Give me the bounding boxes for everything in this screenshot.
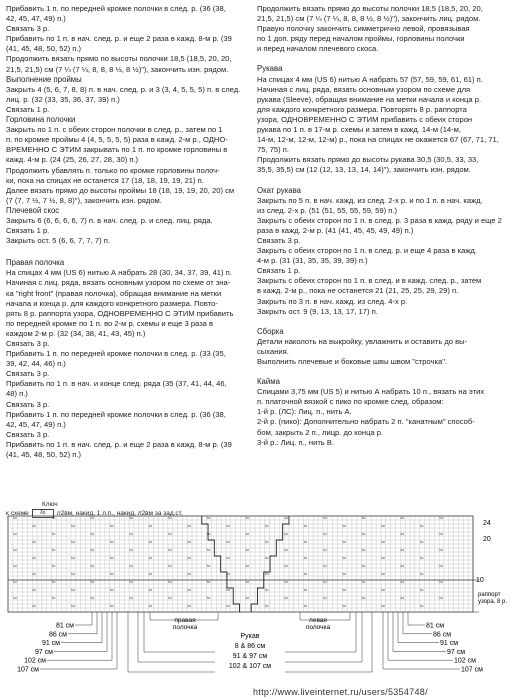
stitch-symbol: λо — [284, 564, 288, 569]
stitch-symbol: λо — [148, 604, 153, 609]
stitch-symbol: λо — [12, 532, 17, 537]
stitch-symbol: λо — [206, 516, 211, 521]
stitch-symbol: λо — [129, 564, 133, 569]
stitch-symbol: λо — [90, 548, 95, 553]
left-size-label: 102 см — [24, 657, 46, 665]
stitch-symbol: λо — [264, 604, 269, 609]
instruction-line: Начиная с лиц. ряда, вязать основным узором по схеме от зна- — [6, 278, 231, 288]
stitch-symbol: λо — [70, 556, 75, 561]
stitch-symbol: λо — [264, 572, 269, 577]
instruction-line: Связать 3 р. — [6, 369, 50, 379]
instruction-line: 1-й р. (ЛС): Лиц. п., нить А. — [257, 407, 352, 417]
section-heading: Горловина полочки — [6, 115, 76, 125]
stitch-symbol: λо — [303, 556, 308, 561]
instruction-line: Связать 3 р. — [6, 24, 50, 34]
stitch-symbol: λо — [167, 532, 172, 537]
stitch-symbol: λо — [322, 580, 327, 585]
instruction-line: Закрыть 6 (6, 6, 6, 6, 7) п. в нач. след. р. и след. лиц. ряда. — [6, 215, 213, 225]
instruction-line: (41, 45, 48, 50, 52) п.) — [6, 450, 82, 460]
stitch-symbol: λо — [439, 564, 443, 569]
stitch-symbol: λо — [51, 596, 56, 601]
stitch-symbol: λо — [167, 596, 172, 601]
stitch-symbol: λо — [12, 564, 17, 569]
right-size-label: 97 см — [447, 648, 466, 656]
stitch-symbol: λо — [225, 588, 230, 593]
instruction-line: для каждого конкретного размера. Повторять 8 р. раппорта — [257, 104, 467, 114]
instruction-line: Прибавить по 1 п. в нач. и конце след. ряда (35 (37, 41, 44, 46, — [6, 379, 227, 389]
stitch-symbol: λо — [206, 596, 211, 601]
legend-title: Ключ — [42, 501, 58, 508]
instruction-line: Закрыть с обеих сторон по 1 п. в след. и в кажд. след. р., затем — [257, 276, 482, 286]
stitch-symbol: λо — [129, 596, 133, 601]
stitch-symbol: λо — [439, 548, 443, 553]
legend-key-label: к схеме — [6, 509, 29, 517]
stitch-symbol: λо — [303, 540, 308, 545]
right-size-label: 107 см — [461, 666, 483, 674]
instruction-line: Закрыть ост. 9 (9, 13, 13, 17, 17) п. — [257, 306, 378, 316]
stitch-symbol: λо — [284, 580, 288, 585]
stitch-symbol: λо — [342, 524, 347, 529]
instruction-line: 21,5, 21,5) см (7 ¼ (7 ¼, 8, 8, 8 ½, 8 ½)"), закончить изн. рядом. — [6, 64, 229, 74]
stitch-symbol: λо — [167, 548, 172, 553]
instruction-line: 14-м, 12-м, 12-м, 12-м) р., пока на спицах не окажется 67 (67, 71, 71, — [257, 135, 499, 145]
stitch-symbol: λо — [187, 588, 192, 593]
stitch-symbol: λо — [70, 524, 75, 529]
stitch-symbol: λо — [303, 588, 308, 593]
left-size-label: 107 см — [17, 666, 39, 674]
instruction-line: ки, пока на спицах не останется 17 (18, 18, 19, 19, 21) п. — [6, 175, 204, 185]
instruction-line: 21,5, 21,5) см (7 ¼ (7 ¼, 8, 8, 8 ½, 8 ½)"), закончить лиц. рядом. — [257, 14, 481, 24]
stitch-symbol: λо — [361, 596, 366, 601]
stitch-symbol: λо — [245, 596, 250, 601]
instruction-line: 4-м р. (31 (31, 35, 35, 39, 39) п.) — [257, 256, 368, 266]
instruction-line: Связать 3 р. — [6, 429, 50, 439]
instruction-line: На спицах 4 мм (US 6) нитью А набрать 57 (57, 59, 59, 61, 61) п. — [257, 74, 483, 84]
stitch-symbol: λо — [400, 516, 405, 521]
legend-text: л2вм, накид, 1 л.п., накид, л2вм за зад.ст. — [56, 509, 183, 517]
stitch-symbol: λо — [129, 516, 133, 521]
stitch-symbol: λо — [264, 524, 269, 529]
stitch-symbol: λо — [167, 580, 172, 585]
stitch-symbol: λо — [129, 532, 133, 537]
chart-grid — [8, 516, 479, 612]
instruction-line: раза в кажд. 2-м р. (41 (41, 45, 45, 49, 49) п.) — [257, 225, 414, 235]
stitch-symbol: λо — [361, 548, 366, 553]
stitch-symbol: λо — [342, 588, 347, 593]
stitch-symbol: λо — [90, 564, 95, 569]
stitch-symbol: λо — [12, 516, 17, 521]
stitch-symbol: λо — [419, 524, 424, 529]
stitch-symbol: λо — [109, 588, 114, 593]
stitch-symbol: λо — [129, 548, 133, 553]
instruction-line: (7 (7, 7 ½, 7 ½, 8, 8)"), закончить изн. рядом. — [6, 195, 162, 205]
stitch-symbol: λо — [439, 596, 443, 601]
stitch-symbol: λо — [284, 596, 288, 601]
instruction-line: Прибавить по 1 п. в нач. след. р. и еще 2 раза в кажд. 8-м р. (39 — [6, 439, 232, 449]
stitch-symbol: λо — [90, 580, 95, 585]
stitch-symbol: λо — [400, 564, 405, 569]
stitch-symbol: λо — [419, 588, 424, 593]
instruction-line: п. платочной вязкой с пико по кромке след. образом: — [257, 397, 444, 407]
repeat-label: раппорт узора, 8 р. — [478, 592, 508, 605]
stitch-symbol: λо — [322, 532, 327, 537]
stitch-symbol: λо — [400, 548, 405, 553]
stitch-symbol: λо — [51, 516, 56, 521]
section-heading: Правая полочка — [6, 258, 65, 268]
sleeve-size-3: 102 & 107 см — [228, 663, 272, 670]
instruction-line: Связать 1 р. — [6, 226, 50, 236]
instruction-line: и перед началом плечевого скоса. — [257, 44, 379, 54]
row-label-10: 10 — [476, 577, 484, 584]
instruction-line: Начиная с лиц. ряда, вязать основным узором по схеме для — [257, 84, 471, 94]
instruction-line: по передней кромке по 1 п. во 2-м р. схемы и еще 3 раза в — [6, 318, 214, 328]
stitch-symbol: λо — [361, 580, 366, 585]
instruction-line: Закрыть с обеих сторон по 1 п. в след. р. и еще 4 раза в кажд. — [257, 246, 477, 256]
right-size-labels — [383, 612, 483, 674]
instruction-line: ка "right front" (правая полочка), обращая внимание на метки — [6, 288, 222, 298]
stitch-symbol: λо — [419, 604, 424, 609]
stitch-symbol: λо — [245, 580, 250, 585]
sleeve-size-2: 91 & 97 см — [232, 653, 268, 660]
stitch-symbol: λо — [148, 588, 153, 593]
stitch-symbol: λо — [284, 516, 288, 521]
stitch-symbol: λо — [109, 604, 114, 609]
instruction-line: 2-й р. (пико): Дополнительно набрать 2 п. "канатным" способ- — [257, 417, 475, 427]
stitch-symbol: λо — [90, 532, 95, 537]
stitch-symbol: λо — [264, 588, 269, 593]
stitch-symbol: λо — [380, 556, 385, 561]
instruction-line: Связать 1 р. — [257, 266, 301, 276]
instruction-line: 39, 42, 44, 46) п.) — [6, 359, 66, 369]
stitch-symbol: λо — [148, 540, 153, 545]
sleeve-label: Рукав — [240, 633, 260, 640]
stitch-symbol: λо — [400, 580, 405, 585]
instruction-line: рукава (Sleeve), обращая внимание на метки начала и конца р. — [257, 94, 482, 104]
stitch-symbol: λо — [419, 572, 424, 577]
stitch-symbol: λо — [187, 604, 192, 609]
stitch-symbol: λо — [51, 580, 56, 585]
stitch-symbol: λо — [245, 564, 250, 569]
stitch-symbol: λо — [225, 556, 230, 561]
stitch-symbol: λо — [206, 548, 211, 553]
stitch-symbol: λо — [51, 548, 56, 553]
instruction-line: На спицах 4 мм (US 6) нитью А набрать 28 (30, 34, 37, 39, 41) п. — [6, 268, 232, 278]
stitch-symbol: λо — [51, 564, 56, 569]
instruction-line: по 1 доп. ряду перед началом проймы, горловины полочки — [257, 34, 465, 44]
row-label-24: 24 — [483, 520, 491, 527]
stitch-symbol: λо — [70, 604, 75, 609]
stitch-symbol: λо — [206, 580, 211, 585]
stitch-symbol: λо — [12, 548, 17, 553]
section-heading: Выполнение проймы — [6, 74, 82, 84]
legend-symbol: λ̄о — [40, 510, 46, 516]
instruction-line: Продолжить вязать прямо по высоты полочки 18,5 (18,5, 20, 20, — [6, 54, 232, 64]
sleeve-size-1: 8 & 86 см — [234, 643, 266, 650]
stitch-symbol: λо — [400, 532, 405, 537]
instruction-line: рукава по 1 п. в 17-м р. схемы и затем в кажд. 14-м (14-м, — [257, 125, 462, 135]
stitch-symbol: λо — [264, 556, 269, 561]
instruction-line: бом, закрыть 2 п., лицр. до конца р. — [257, 427, 384, 437]
instruction-line: (41, 45, 48, 50, 52) п.) — [6, 44, 82, 54]
stitch-symbol: λо — [439, 516, 443, 521]
instruction-line: из след. 2-х р. (51 (51, 55, 55, 59, 59) п.) — [257, 205, 397, 215]
row-label-20: 20 — [483, 536, 491, 543]
stitch-symbol: λо — [322, 596, 327, 601]
stitch-symbol: λо — [284, 532, 288, 537]
stitch-symbol: λо — [380, 524, 385, 529]
stitch-symbol: λо — [361, 532, 366, 537]
instruction-line: Связать 1 р. — [6, 104, 50, 114]
stitch-symbol: λо — [12, 596, 17, 601]
footer-url[interactable]: http://www.liveinternet.ru/users/5354748/ — [253, 687, 428, 697]
instruction-line: Закрыть по 1 п. с обеих сторон полочки в след. р., затем по 1 — [6, 125, 223, 135]
stitch-symbol: λо — [109, 556, 114, 561]
stitch-symbol: λо — [32, 572, 37, 577]
instruction-line: Связать 3 р. — [6, 399, 50, 409]
stitch-symbol: λо — [187, 540, 192, 545]
section-heading: Рукава — [257, 64, 283, 74]
stitch-symbol: λо — [187, 556, 192, 561]
stitch-symbol: λо — [12, 580, 17, 585]
instruction-line: Связать 3 р. — [257, 235, 301, 245]
stitch-symbol: λо — [342, 572, 347, 577]
right-size-label: 81 см — [426, 622, 445, 630]
instruction-line: 48) п.) — [6, 389, 28, 399]
stitch-symbol: λо — [342, 604, 347, 609]
stitch-symbol: λо — [148, 556, 153, 561]
stitch-symbol: λо — [361, 516, 366, 521]
instruction-line: 35,5, 35,5) см (12 (12, 13, 13, 14, 14)"), закончить изн. рядом. — [257, 165, 471, 175]
left-size-label: 81 см — [55, 622, 74, 630]
stitch-symbol: λо — [322, 516, 327, 521]
stitch-symbol: λо — [129, 580, 133, 585]
stitch-symbol: λо — [400, 596, 405, 601]
section-heading: Сборка — [257, 326, 284, 336]
instruction-line: рять 8 р. раппорта узора, ОДНОВРЕМЕННО С ЭТИМ прибавить — [6, 308, 234, 318]
stitch-symbol: λо — [32, 588, 37, 593]
stitch-symbol: λо — [380, 572, 385, 577]
stitch-symbol: λо — [187, 524, 192, 529]
instruction-line: Прибавить 1 п. по передней кромке полочки в след. р. (36 (38, — [6, 4, 226, 13]
repeat-label-text: раппорт — [478, 592, 501, 598]
left-size-labels — [17, 612, 117, 674]
instruction-line: Прибавить 1 п. по передней кромке полочки в след. р. (36 (38, — [6, 409, 226, 419]
instruction-line: Закрыть 4 (5, 6, 7, 8, 8) п. в нач. след. р. и 3 (3, 4, 5, 5, 5) п. в след. — [6, 84, 241, 94]
stitch-symbol: λо — [361, 564, 366, 569]
right-size-label: 86 см — [433, 631, 452, 639]
left-size-label: 91 см — [41, 640, 60, 648]
instruction-line: Закрыть по 5 п. в нач. кажд. из след. 2-х р. и по 1 п. в нач. кажд. — [257, 195, 483, 205]
stitch-symbol: λо — [303, 604, 308, 609]
section-heading: Плечевой скос — [6, 205, 60, 215]
left-front-label: левая полочка — [305, 617, 331, 631]
stitch-symbol: λо — [439, 580, 443, 585]
stitch-symbol: λо — [245, 516, 250, 521]
stitch-symbol: λо — [322, 564, 327, 569]
right-front-label: правая полочка — [172, 617, 198, 631]
stitch-symbol: λо — [32, 540, 37, 545]
stitch-symbol: λо — [419, 556, 424, 561]
stitch-symbol: λо — [380, 588, 385, 593]
stitch-symbol: λо — [32, 524, 37, 529]
instruction-line: Далее вязать прямо до высоты проймы 18 (18, 19, 19, 20, 20) см — [6, 185, 235, 195]
stitch-symbol: λо — [70, 540, 75, 545]
stitch-symbol: λо — [206, 564, 211, 569]
instruction-line: Прибавить по 1 п. в нач. след. р. и еще 2 раза в кажд. 8-м р. (39 — [6, 34, 232, 44]
stitch-symbol: λо — [187, 572, 192, 577]
stitch-symbol: λо — [167, 564, 172, 569]
instruction-line: кажд. 4-м р. (24 (25, 26, 27, 28, 30) п.) — [6, 155, 139, 165]
instruction-line: 42, 45, 47, 49) п.) — [6, 14, 66, 24]
stitch-symbol: λо — [342, 556, 347, 561]
stitch-symbol: λо — [342, 540, 347, 545]
stitch-symbol: λо — [32, 604, 37, 609]
instruction-line: лиц. р. (32 (33, 35, 36, 37, 39) п.) — [6, 94, 120, 104]
stitch-symbol: λо — [264, 540, 269, 545]
stitch-symbol: λо — [322, 548, 327, 553]
stitch-symbol: λо — [303, 524, 308, 529]
instruction-line: Закрыть по 3 п. в нач. кажд. из след. 4-х р. — [257, 296, 408, 306]
stitch-symbol: λо — [109, 540, 114, 545]
instruction-line: Связать 3 р. — [6, 339, 50, 348]
stitch-symbol: λо — [148, 572, 153, 577]
stitch-symbol: λо — [109, 524, 114, 529]
instruction-line: Продолжить вязать прямо до высоты полочки 18,5 (18,5, 20, 20, — [257, 4, 483, 13]
stitch-symbol: λо — [225, 540, 230, 545]
instruction-line: ВРЕМЕННО С ЭТИМ закрывать по 1 п. по кромке горловины в — [6, 145, 228, 155]
stitch-symbol: λо — [167, 516, 172, 521]
instruction-line: п. по кромке проймы 4 (4, 5, 5, 5, 5) раза в кажд. 2-м р., ОДНО- — [6, 135, 228, 145]
stitch-symbol: λо — [109, 572, 114, 577]
stitch-symbol: λо — [51, 532, 56, 537]
instruction-line: в кажд. 2-м р., пока не останется 21 (21, 25, 25, 29, 29) п. — [257, 286, 459, 296]
stitch-symbol: λо — [148, 524, 153, 529]
stitch-symbol: λо — [225, 572, 230, 577]
stitch-symbol: λо — [245, 532, 250, 537]
stitch-symbol: λо — [303, 572, 308, 577]
section-heading: Кайма — [257, 377, 280, 387]
instruction-line: Закрыть ост. 5 (6, 6, 7, 7, 7) п. — [6, 236, 110, 246]
section-heading: Окат рукава — [257, 185, 302, 195]
instruction-line: 3-й р.: Лиц. п., нить В. — [257, 437, 335, 447]
stitch-symbol: λо — [439, 532, 443, 537]
instruction-line: узора, ОДНОВРЕМЕННО С ЭТИМ прибавить с обеих сторон — [257, 114, 473, 124]
stitch-symbol: λо — [380, 604, 385, 609]
chart-symbols — [13, 516, 443, 608]
instruction-line: Детали наколоть на выкройку, увлажнить и оставить до вы- — [257, 336, 468, 346]
instruction-line: Закрыть с обеих сторон по 1 п. в след. р. 3 раза в кажд. ряду и еще 2 — [257, 215, 502, 225]
stitch-symbol: λо — [90, 596, 95, 601]
left-size-label: 86 см — [48, 631, 67, 639]
stitch-symbol: λо — [380, 540, 385, 545]
stitch-symbol: λо — [90, 516, 95, 521]
instruction-line: каждом 2-м р. (32 (34, 38, 41, 43, 45) п.) — [6, 328, 146, 338]
stitch-symbol: λо — [225, 604, 230, 609]
right-size-label: 91 см — [440, 640, 459, 648]
instruction-line: Продолжить убавлять п. только по кромке горловины полоч- — [6, 165, 220, 175]
instruction-line: 42, 45, 47, 49) п.) — [6, 419, 66, 429]
instruction-line: Спицами 3,75 мм (US 5) и нитью А набрать 10 п., вязать на этих — [257, 387, 485, 397]
instruction-line: Прибавить 1 п. по передней кромке полочки в след. р. (33 (35, — [6, 349, 226, 359]
stitch-symbol: λо — [206, 532, 211, 537]
stitch-symbol: λо — [70, 572, 75, 577]
stitch-symbol: λо — [225, 524, 230, 529]
instruction-line: 75, 75) п. — [257, 145, 289, 155]
instruction-line: Правую полочку закончить симметрично левой, провязывая — [257, 24, 470, 34]
instruction-line: начала и конца р. для каждого конкретного размера. Повто- — [6, 298, 218, 308]
stitch-symbol: λо — [245, 548, 250, 553]
right-size-label: 102 см — [454, 657, 476, 665]
instruction-line: сыхания. — [257, 346, 289, 356]
instruction-line: Продолжить вязать прямо до высоты рукава 30,5 (30,5, 33, 33, — [257, 155, 479, 165]
stitch-symbol: λо — [419, 540, 424, 545]
stitch-symbol: λо — [70, 588, 75, 593]
stitch-symbol: λо — [32, 556, 37, 561]
left-size-label: 97 см — [34, 648, 53, 656]
stitch-symbol: λо — [284, 548, 288, 553]
instruction-line: Выполнить плечевые и боковые швы швом "строчка". — [257, 357, 448, 366]
